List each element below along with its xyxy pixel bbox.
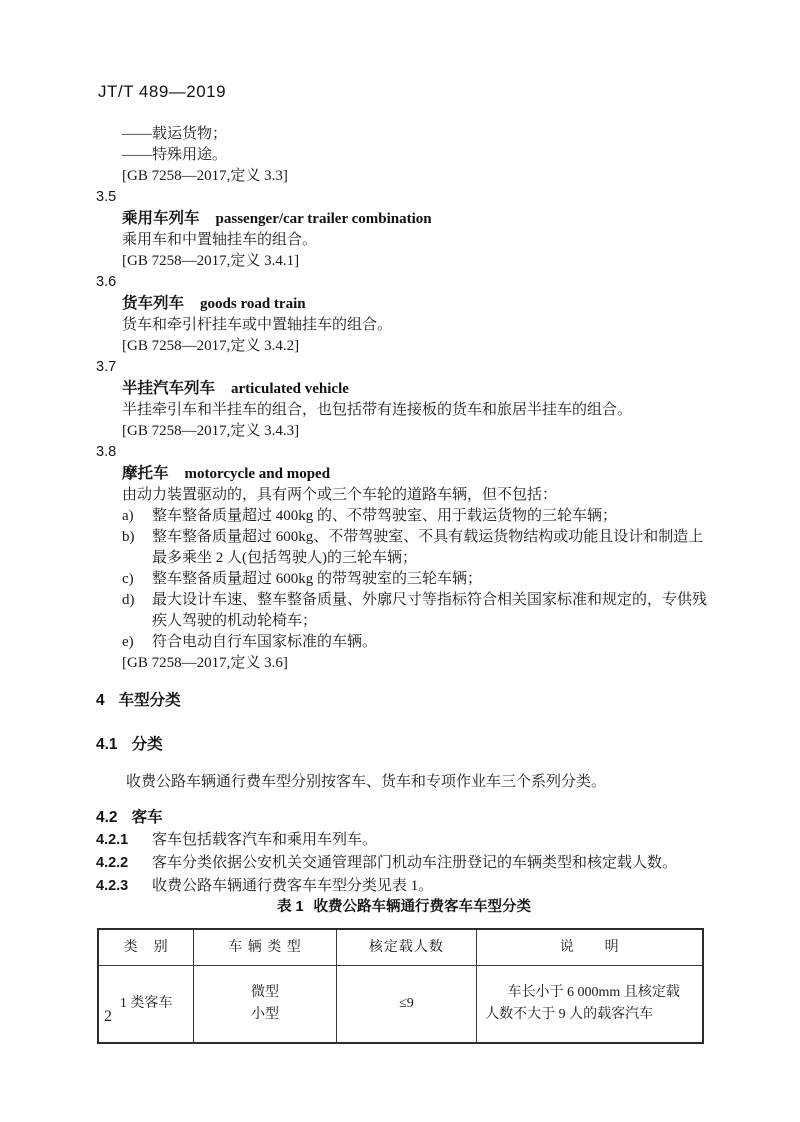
gb-reference: [GB 7258—2017,定义 3.4.3] <box>122 423 300 439</box>
term-english: motorcycle and moped <box>184 466 331 482</box>
cell-category: 1 类客车 <box>98 965 194 1043</box>
cell-vehicle-types <box>194 965 336 1043</box>
term-english: articulated vehicle <box>231 381 349 397</box>
vehicle-type: 小型 <box>250 1006 279 1022</box>
list-text: 最大设计车速、整车整备质量、外廓尺寸等指标符合相关国家标准和规定的，专供残疾人驾驶的机动轮椅车； <box>152 592 708 629</box>
clause-4-2-2 <box>96 853 712 874</box>
clause-number-3-7: 3.7 <box>96 359 117 375</box>
term-line <box>96 378 712 400</box>
term-chinese: 乘用车列车 <box>122 210 200 227</box>
clause-number-3-8: 3.8 <box>96 444 117 460</box>
list-text: 整车整备质量超过 600kg 的带驾驶室的三轮车辆； <box>152 571 483 587</box>
section-title: 车型分类 <box>118 692 181 709</box>
definition-body: 半挂牵引车和半挂车的组合，也包括带有连接板的货车和旅居半挂车的组合。 <box>122 402 633 418</box>
page-content <box>96 124 712 1044</box>
section-4-1-heading <box>96 734 712 755</box>
cell-seats: ≤9 <box>336 965 476 1043</box>
term-chinese: 摩托车 <box>122 465 169 482</box>
term-line <box>96 208 712 230</box>
section-4-heading <box>96 690 712 711</box>
table-row <box>98 965 703 1043</box>
list-label: e) <box>122 634 134 650</box>
table-caption-label: 表 1 <box>276 899 304 915</box>
vehicle-type: 微型 <box>250 984 279 1000</box>
term-english: passenger/car trailer combination <box>215 211 432 227</box>
term-line <box>96 293 712 315</box>
definition-body: 由动力装置驱动的，具有两个或三个车轮的道路车辆，但不包括： <box>122 487 558 503</box>
term-english: goods road train <box>200 296 306 312</box>
column-header-description: 说 明 <box>477 929 703 965</box>
clause-text: 客车包括载客汽车和乘用车列车。 <box>152 832 378 848</box>
page-number: 2 <box>104 1008 112 1025</box>
standard-number: JT/T 489—2019 <box>98 82 227 101</box>
section-4-2-heading <box>96 807 712 828</box>
column-header-vehicle-type: 车 辆 类 型 <box>194 929 336 965</box>
list-label: a) <box>122 508 134 524</box>
list-item-e <box>96 632 712 653</box>
list-label: c) <box>122 571 134 587</box>
cell-description: 车长小于 6 000mm 且核定载人数不大于 9 人的载客汽车 <box>477 965 703 1043</box>
clause-number-3-6: 3.6 <box>96 274 117 290</box>
table-caption-title: 收费公路车辆通行费客车车型分类 <box>313 899 532 915</box>
section-title: 客车 <box>131 809 163 826</box>
column-header-category: 类 别 <box>98 929 194 965</box>
section-number: 4.1 <box>96 736 118 753</box>
list-text: 整车整备质量超过 600kg、不带驾驶室、不具有载运货物结构或功能且设计和制造上最多乘坐 2 人(包括驾驶人)的三轮车辆； <box>152 529 704 566</box>
table-caption <box>96 897 712 918</box>
term-chinese: 半挂汽车列车 <box>122 380 216 397</box>
list-item-a <box>96 506 712 527</box>
definition-body: 乘用车和中置轴挂车的组合。 <box>122 232 318 248</box>
gb-reference: [GB 7258—2017,定义 3.4.1] <box>122 253 300 269</box>
gb-reference: [GB 7258—2017,定义 3.6] <box>122 655 288 671</box>
list-label: d) <box>122 592 135 608</box>
list-item-b <box>96 527 712 569</box>
gb-reference: [GB 7258—2017,定义 3.4.2] <box>122 338 300 354</box>
definition-body: 货车和牵引杆挂车或中置轴挂车的组合。 <box>122 317 393 333</box>
list-label: b) <box>122 529 135 545</box>
clause-number: 4.2.2 <box>96 855 129 871</box>
list-item-d <box>96 590 712 632</box>
list-text: 整车整备质量超过 400kg 的、不带驾驶室、用于载运货物的三轮车辆； <box>152 508 618 524</box>
clause-number: 4.2.3 <box>96 878 129 894</box>
table-header-row <box>98 929 703 965</box>
section-number: 4.2 <box>96 809 118 826</box>
clause-number: 4.2.1 <box>96 832 129 848</box>
section-title: 分类 <box>131 736 163 753</box>
term-line <box>96 463 712 485</box>
dash-item: ——特殊用途。 <box>122 147 228 163</box>
clause-text: 收费公路车辆通行费客车车型分类见表 1。 <box>152 878 434 894</box>
clause-4-2-1 <box>96 830 712 851</box>
vehicle-classification-table <box>97 928 704 1044</box>
clause-number-3-5: 3.5 <box>96 189 117 205</box>
clause-text: 客车分类依据公安机关交通管理部门机动车注册登记的车辆类型和核定载人数。 <box>152 855 678 871</box>
gb-reference: [GB 7258—2017,定义 3.3] <box>122 168 288 184</box>
list-text: 符合电动自行车国家标准的车辆。 <box>152 634 378 650</box>
column-header-seats: 核定载人数 <box>336 929 476 965</box>
section-number: 4 <box>96 692 105 709</box>
dash-item: ——载运货物； <box>122 126 228 142</box>
term-chinese: 货车列车 <box>122 295 185 312</box>
paragraph: 收费公路车辆通行费车型分别按客车、货车和专项作业车三个系列分类。 <box>126 774 607 790</box>
list-item-c <box>96 569 712 590</box>
clause-4-2-3 <box>96 876 712 897</box>
